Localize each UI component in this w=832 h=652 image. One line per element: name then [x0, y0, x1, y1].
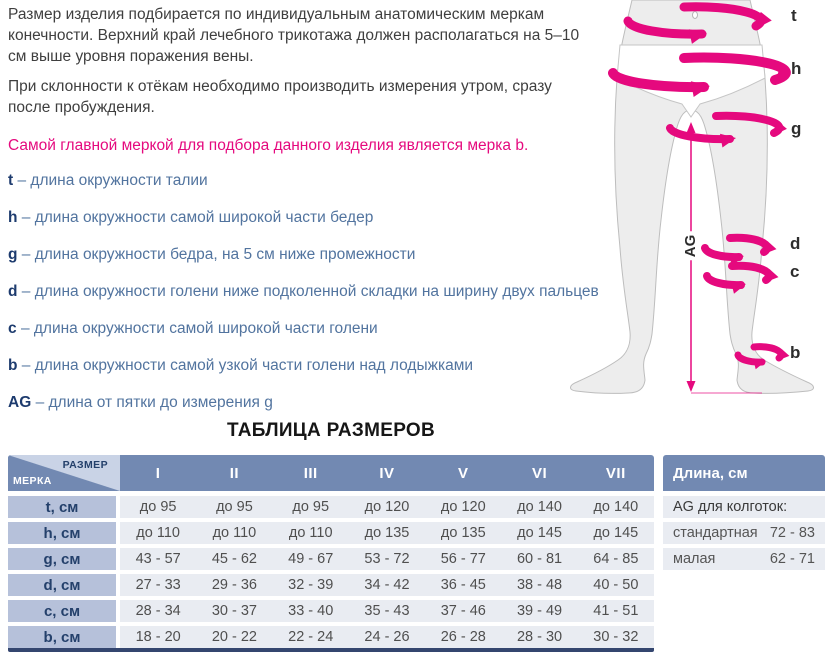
measurement-desc: – длина от пятки до измерения g	[35, 394, 273, 411]
figure-label-d: d	[790, 234, 801, 253]
table-cell: 30 - 37	[211, 603, 257, 619]
table-cell: 40 - 50	[593, 577, 639, 593]
table-row-b	[8, 626, 654, 648]
column-header: II	[229, 464, 240, 482]
figure-label-t: t	[791, 6, 797, 25]
table-cell: 39 - 49	[516, 603, 563, 619]
paragraph-line: см выше уровня поражения вены.	[8, 48, 254, 65]
figure-label-b: b	[790, 343, 801, 362]
figure-label-g: g	[791, 119, 802, 138]
table-cell: 32 - 39	[288, 577, 334, 593]
corner-cell	[8, 455, 120, 491]
corner-measure-label: МЕРКА	[13, 475, 52, 487]
table-bottom-bar	[8, 648, 654, 652]
paragraph-line: после пробуждения.	[8, 99, 155, 116]
measurement-item-h	[8, 208, 612, 228]
measurement-item-g	[8, 245, 612, 265]
intro-text-block	[8, 4, 612, 430]
size-table-header	[8, 455, 654, 491]
measurement-key: t	[8, 172, 14, 189]
length-panel	[663, 455, 825, 574]
row-values	[120, 626, 654, 648]
table-cell: 43 - 57	[135, 551, 181, 567]
table-cell: 38 - 48	[516, 577, 563, 593]
measurement-desc: – длина окружности талии	[17, 172, 208, 189]
table-row-t	[8, 496, 654, 518]
table-row-g	[8, 548, 654, 570]
row-values	[120, 548, 654, 570]
row-label: c, см	[8, 600, 116, 622]
highlight-note: Самой главной меркой для подбора данного изделия является мерка b.	[8, 137, 529, 154]
column-header: I	[155, 464, 161, 482]
measurement-key: c	[8, 320, 17, 337]
measurement-item-c	[8, 319, 612, 339]
column-header: III	[303, 464, 318, 482]
column-header: VI	[531, 464, 548, 482]
table-cell: до 120	[440, 499, 486, 515]
table-cell: до 145	[593, 525, 639, 541]
row-label: g, см	[8, 548, 116, 570]
row-values	[120, 600, 654, 622]
table-cell: 37 - 46	[440, 603, 486, 619]
table-cell: до 95	[139, 499, 177, 515]
table-cell: 60 - 81	[516, 551, 563, 567]
size-table	[8, 455, 654, 652]
length-label: малая	[673, 551, 716, 567]
table-cell: до 145	[517, 525, 562, 541]
row-values	[120, 522, 654, 544]
measurement-key: d	[8, 283, 18, 300]
table-cell: 28 - 30	[516, 629, 563, 645]
length-panel-header: Длина, см	[663, 455, 825, 491]
length-label: стандартная	[673, 525, 758, 541]
table-row-c	[8, 600, 654, 622]
table-cell: до 95	[292, 499, 330, 515]
table-cell: до 135	[364, 525, 410, 541]
table-cell: 56 - 77	[440, 551, 486, 567]
row-values	[120, 496, 654, 518]
measurement-item-ag	[8, 393, 612, 413]
table-cell: 49 - 67	[288, 551, 334, 567]
navel-mark	[693, 12, 698, 19]
table-cell: 64 - 85	[593, 551, 639, 567]
measurement-desc: – длина окружности самой широкой части бедер	[21, 209, 374, 226]
table-cell: 20 - 22	[211, 629, 257, 645]
figure-label-c: c	[790, 262, 800, 281]
size-columns	[120, 455, 654, 491]
measurement-key: AG	[8, 394, 32, 411]
measurement-item-d	[8, 282, 612, 302]
figure-label-h: h	[791, 59, 802, 78]
table-cell: до 120	[364, 499, 410, 515]
column-header: IV	[379, 464, 395, 482]
size-table-title: ТАБЛИЦА РАЗМЕРОВ	[226, 420, 436, 441]
measurement-item-b	[8, 356, 612, 376]
paragraph-line: При склонности к отёкам необходимо производить измерения утром, сразу	[8, 78, 552, 95]
table-cell: 22 - 24	[288, 629, 334, 645]
table-cell: до 110	[288, 525, 333, 541]
measurement-desc: – длина окружности самой узкой части голени над лодыжками	[21, 357, 474, 374]
table-cell: 45 - 62	[211, 551, 257, 567]
table-cell: 24 - 26	[364, 629, 410, 645]
measurement-key: g	[8, 246, 18, 263]
measurement-item-t	[8, 171, 612, 191]
table-row-h	[8, 522, 654, 544]
length-row-standard	[663, 522, 825, 544]
table-cell: до 140	[593, 499, 639, 515]
table-row-d	[8, 574, 654, 596]
table-cell: до 110	[212, 525, 257, 541]
measurement-key: h	[8, 209, 18, 226]
table-cell: до 95	[216, 499, 253, 515]
intro-paragraph-2	[8, 76, 612, 118]
table-cell: 30 - 32	[593, 629, 639, 645]
length-value: 62 - 71	[769, 551, 815, 567]
table-cell: 29 - 36	[211, 577, 257, 593]
table-cell: до 140	[517, 499, 562, 515]
measurement-desc: – длина окружности бедра, на 5 см ниже промежности	[21, 246, 416, 263]
row-label: b, см	[8, 626, 116, 648]
table-cell: 33 - 40	[288, 603, 334, 619]
table-cell: 28 - 34	[135, 603, 181, 619]
table-cell: 26 - 28	[440, 629, 486, 645]
measurement-list	[8, 171, 612, 413]
row-values	[120, 574, 654, 596]
table-cell: 36 - 45	[440, 577, 486, 593]
table-cell: до 135	[440, 525, 486, 541]
measurement-key: b	[8, 357, 18, 374]
paragraph-line: Размер изделия подбирается по индивидуальным анатомическим меркам	[8, 6, 545, 23]
length-value: 72 - 83	[769, 525, 815, 541]
measurement-desc: – длина окружности голени ниже подколенной складки на ширину двух пальцев	[21, 283, 599, 300]
table-cell: 18 - 20	[135, 629, 181, 645]
table-cell: 53 - 72	[364, 551, 410, 567]
table-cell: 41 - 51	[593, 603, 639, 619]
corner-size-label: РАЗМЕР	[62, 459, 108, 471]
measurement-desc: – длина окружности самой широкой части голени	[20, 320, 378, 337]
column-header: V	[458, 464, 469, 482]
figure-label-ag: AG	[683, 232, 699, 261]
table-cell: 34 - 42	[364, 577, 410, 593]
row-label: d, см	[8, 574, 116, 596]
intro-paragraph-1	[8, 4, 612, 67]
table-cell: до 110	[136, 525, 180, 541]
row-label: h, см	[8, 522, 116, 544]
paragraph-line: конечности. Верхний край лечебного трикотажа должен располагаться на 5–10	[8, 27, 580, 44]
length-row-small	[663, 548, 825, 570]
column-header: VII	[605, 464, 626, 482]
table-cell: 35 - 43	[364, 603, 410, 619]
length-panel-subheader: AG для колготок:	[663, 496, 825, 518]
row-label: t, см	[8, 496, 116, 518]
table-cell: 27 - 33	[135, 577, 181, 593]
